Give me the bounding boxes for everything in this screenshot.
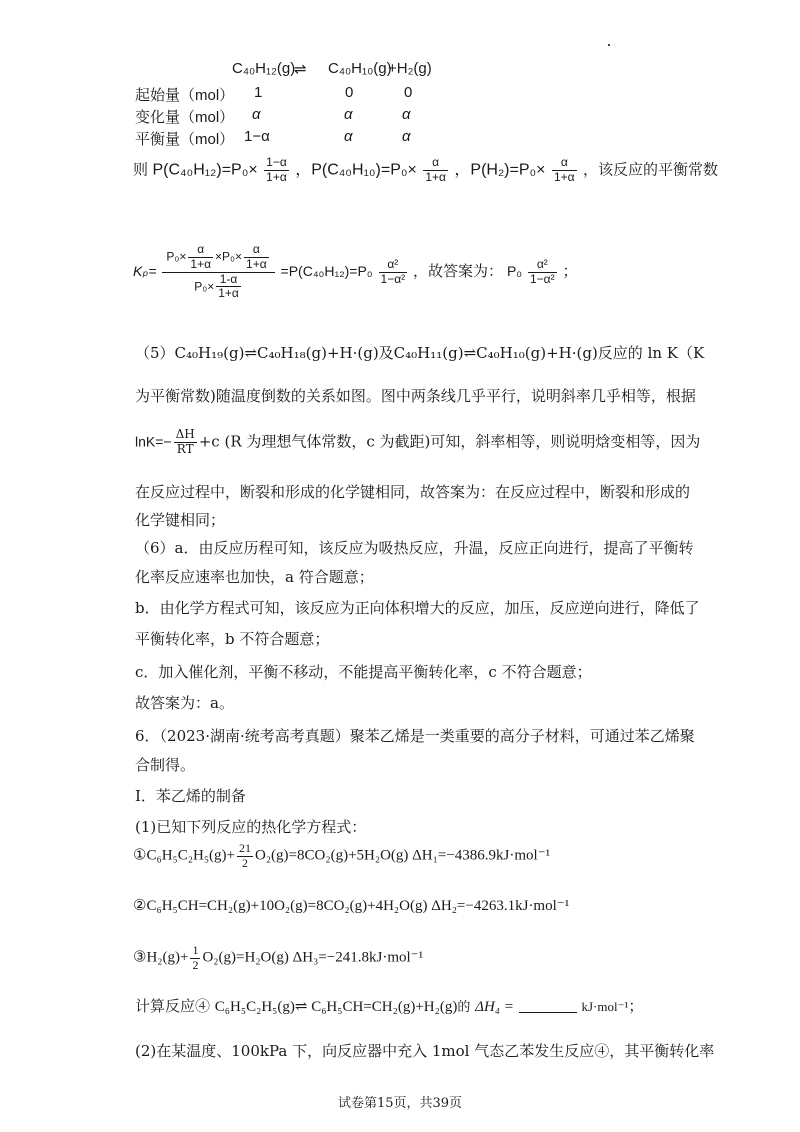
prefix-text: 则 bbox=[133, 160, 149, 179]
table-cell: 0 bbox=[404, 84, 413, 101]
text-line: c．加入催化剂，平衡不移动，不能提高平衡转化率，c 不符合题意； bbox=[135, 663, 592, 681]
question-6-title: 6．（2023·湖南·统考高考真题）聚苯乙烯是一类重要的高分子材料，可通过苯乙烯聚 bbox=[135, 727, 695, 745]
answer-end: ； bbox=[562, 261, 578, 280]
table-cell: 0 bbox=[345, 84, 354, 101]
text-line: (1)已知下列反应的热化学方程式： bbox=[135, 818, 367, 836]
text-line: 化学键相同； bbox=[135, 511, 226, 529]
table-cell: α bbox=[402, 106, 411, 123]
table-cell: 1−α bbox=[244, 128, 270, 145]
text-line: 化率反应速率也加快，a 符合题意； bbox=[135, 568, 374, 586]
kp-main-fraction: P₀× $\frac{\alpha}{1+\alpha}$ ×P₀× $\frac{\alpha}{1+\alpha}$ P₀× $\frac{1-\alpha}{1+\alpha}$ bbox=[162, 243, 274, 301]
thermo-equation-1: ①C₆H₅C₂H₅(g)+ $\frac{21}{2}$ O₂(g)=8CO₂(g)+5H₂O(g) ΔH₁=−4386.9kJ·mol⁻¹ bbox=[133, 841, 551, 870]
table-cell: α bbox=[252, 106, 261, 123]
text-line: 故答案为：a。 bbox=[135, 694, 234, 712]
table-header-equilibrium-arrow: ⇌ bbox=[294, 61, 307, 78]
marker: ① bbox=[133, 847, 147, 864]
table-cell: α bbox=[344, 128, 353, 145]
answer-blank[interactable] bbox=[519, 1012, 577, 1013]
fraction: $\frac{\text{α²}}{\text{1−α²}}$ bbox=[529, 256, 555, 286]
table-header-product-2: +H₂(g) bbox=[388, 60, 432, 77]
table-cell: 1 bbox=[254, 84, 263, 101]
text-line: 为平衡常数)随温度倒数的关系如图。图中两条线几乎平行，说明斜率几乎相等，根据 bbox=[135, 387, 696, 405]
table-row-label: 平衡量（mol） bbox=[135, 131, 235, 148]
pressure-c40h10-lhs: ，P(C₄₀H₁₀)=P₀× bbox=[295, 161, 417, 179]
table-cell: α bbox=[402, 128, 411, 145]
text-line: 平衡转化率，b 不符合题意； bbox=[135, 630, 330, 648]
fraction: $\frac{1-\alpha}{1+\alpha}$ bbox=[266, 155, 287, 184]
question-5-line: （5）C₄₀H₁₉(g)⇌C₄₀H₁₈(g)+H·(g)及C₄₀H₁₁(g)⇌C₄₀H₁₀(g)+H·(g)反应的 ln K（K bbox=[135, 344, 705, 362]
fraction: $\frac{\alpha}{1+\alpha}$ bbox=[553, 155, 575, 184]
suffix-text: ，该反应的平衡常数 bbox=[583, 160, 719, 179]
fraction: $\frac{\alpha}{1+\alpha}$ bbox=[425, 155, 446, 184]
lnk-formula-line: lnK=− $\frac{\Delta H}{RT}$ +c (R 为理想气体常数，c 为截距)可知，斜率相等，则说明焓变相等，因为 bbox=[135, 427, 701, 456]
fraction: $\frac{\text{α²}}{\text{1−α²}}$ bbox=[380, 256, 406, 286]
text-line: b．由化学方程式可知，该反应为正向体积增大的反应，加压，反应逆向进行，降低了 bbox=[135, 599, 700, 617]
pressure-c40h12-lhs: P(C₄₀H₁₂)=P₀× bbox=[152, 161, 258, 179]
answer-prefix: ，故答案为： bbox=[413, 261, 504, 280]
kp-symbol: Kₚ= bbox=[133, 262, 157, 279]
answer-p0: P₀ bbox=[506, 262, 523, 279]
thermo-equation-3: ③H₂(g)+ $\frac{1}{2}$ O₂(g)=H₂O(g) ΔH₃=−241.8kJ·mol⁻¹ bbox=[133, 943, 424, 972]
marker: ② bbox=[133, 898, 147, 914]
kp-simplified: =P(C₄₀H₁₂)=P₀ bbox=[280, 262, 373, 279]
text-line: 在反应过程中，断裂和形成的化学键相同，故答案为：在反应过程中，断裂和形成的 bbox=[135, 483, 691, 501]
page-footer: 试卷第15页，共39页 bbox=[337, 1096, 463, 1111]
table-row-label: 变化量（mol） bbox=[135, 109, 235, 126]
table-header-product-1: C₄₀H₁₀(g) bbox=[328, 60, 392, 77]
table-header-reactant: C₄₀H₁₂(g) bbox=[232, 60, 296, 77]
text-line: （6）a．由反应历程可知，该反应为吸热反应，升温，反应正向进行，提高了平衡转 bbox=[135, 539, 694, 557]
section-heading: Ⅰ．苯乙烯的制备 bbox=[135, 787, 246, 805]
thermo-equation-2: ②C₆H₅CH=CH₂(g)+10O₂(g)=8CO₂(g)+4H₂O(g) ΔH₂=−4263.1kJ·mol⁻¹ bbox=[133, 898, 570, 914]
table-row-label: 起始量（mol） bbox=[135, 87, 235, 104]
table-cell: α bbox=[344, 106, 353, 123]
scan-dot bbox=[608, 44, 610, 46]
marker: ③ bbox=[133, 949, 147, 966]
pressure-h2-lhs: ，P(H₂)=P₀× bbox=[454, 161, 546, 179]
text-line: 合制得。 bbox=[135, 756, 196, 774]
text-line: (2)在某温度、100kPa 下，向反应器中充入 1mol 气态乙苯发生反应④，其平衡转化率 bbox=[135, 1042, 715, 1060]
calc-reaction-4-line: 计算反应④ C₆H₅C₂H₅(g)⇌ C₆H₅CH=CH₂(g)+H₂(g)的 ΔH₄ = kJ·mol⁻¹； bbox=[135, 997, 644, 1015]
partial-pressure-line bbox=[133, 156, 718, 185]
kp-expression bbox=[133, 243, 578, 301]
